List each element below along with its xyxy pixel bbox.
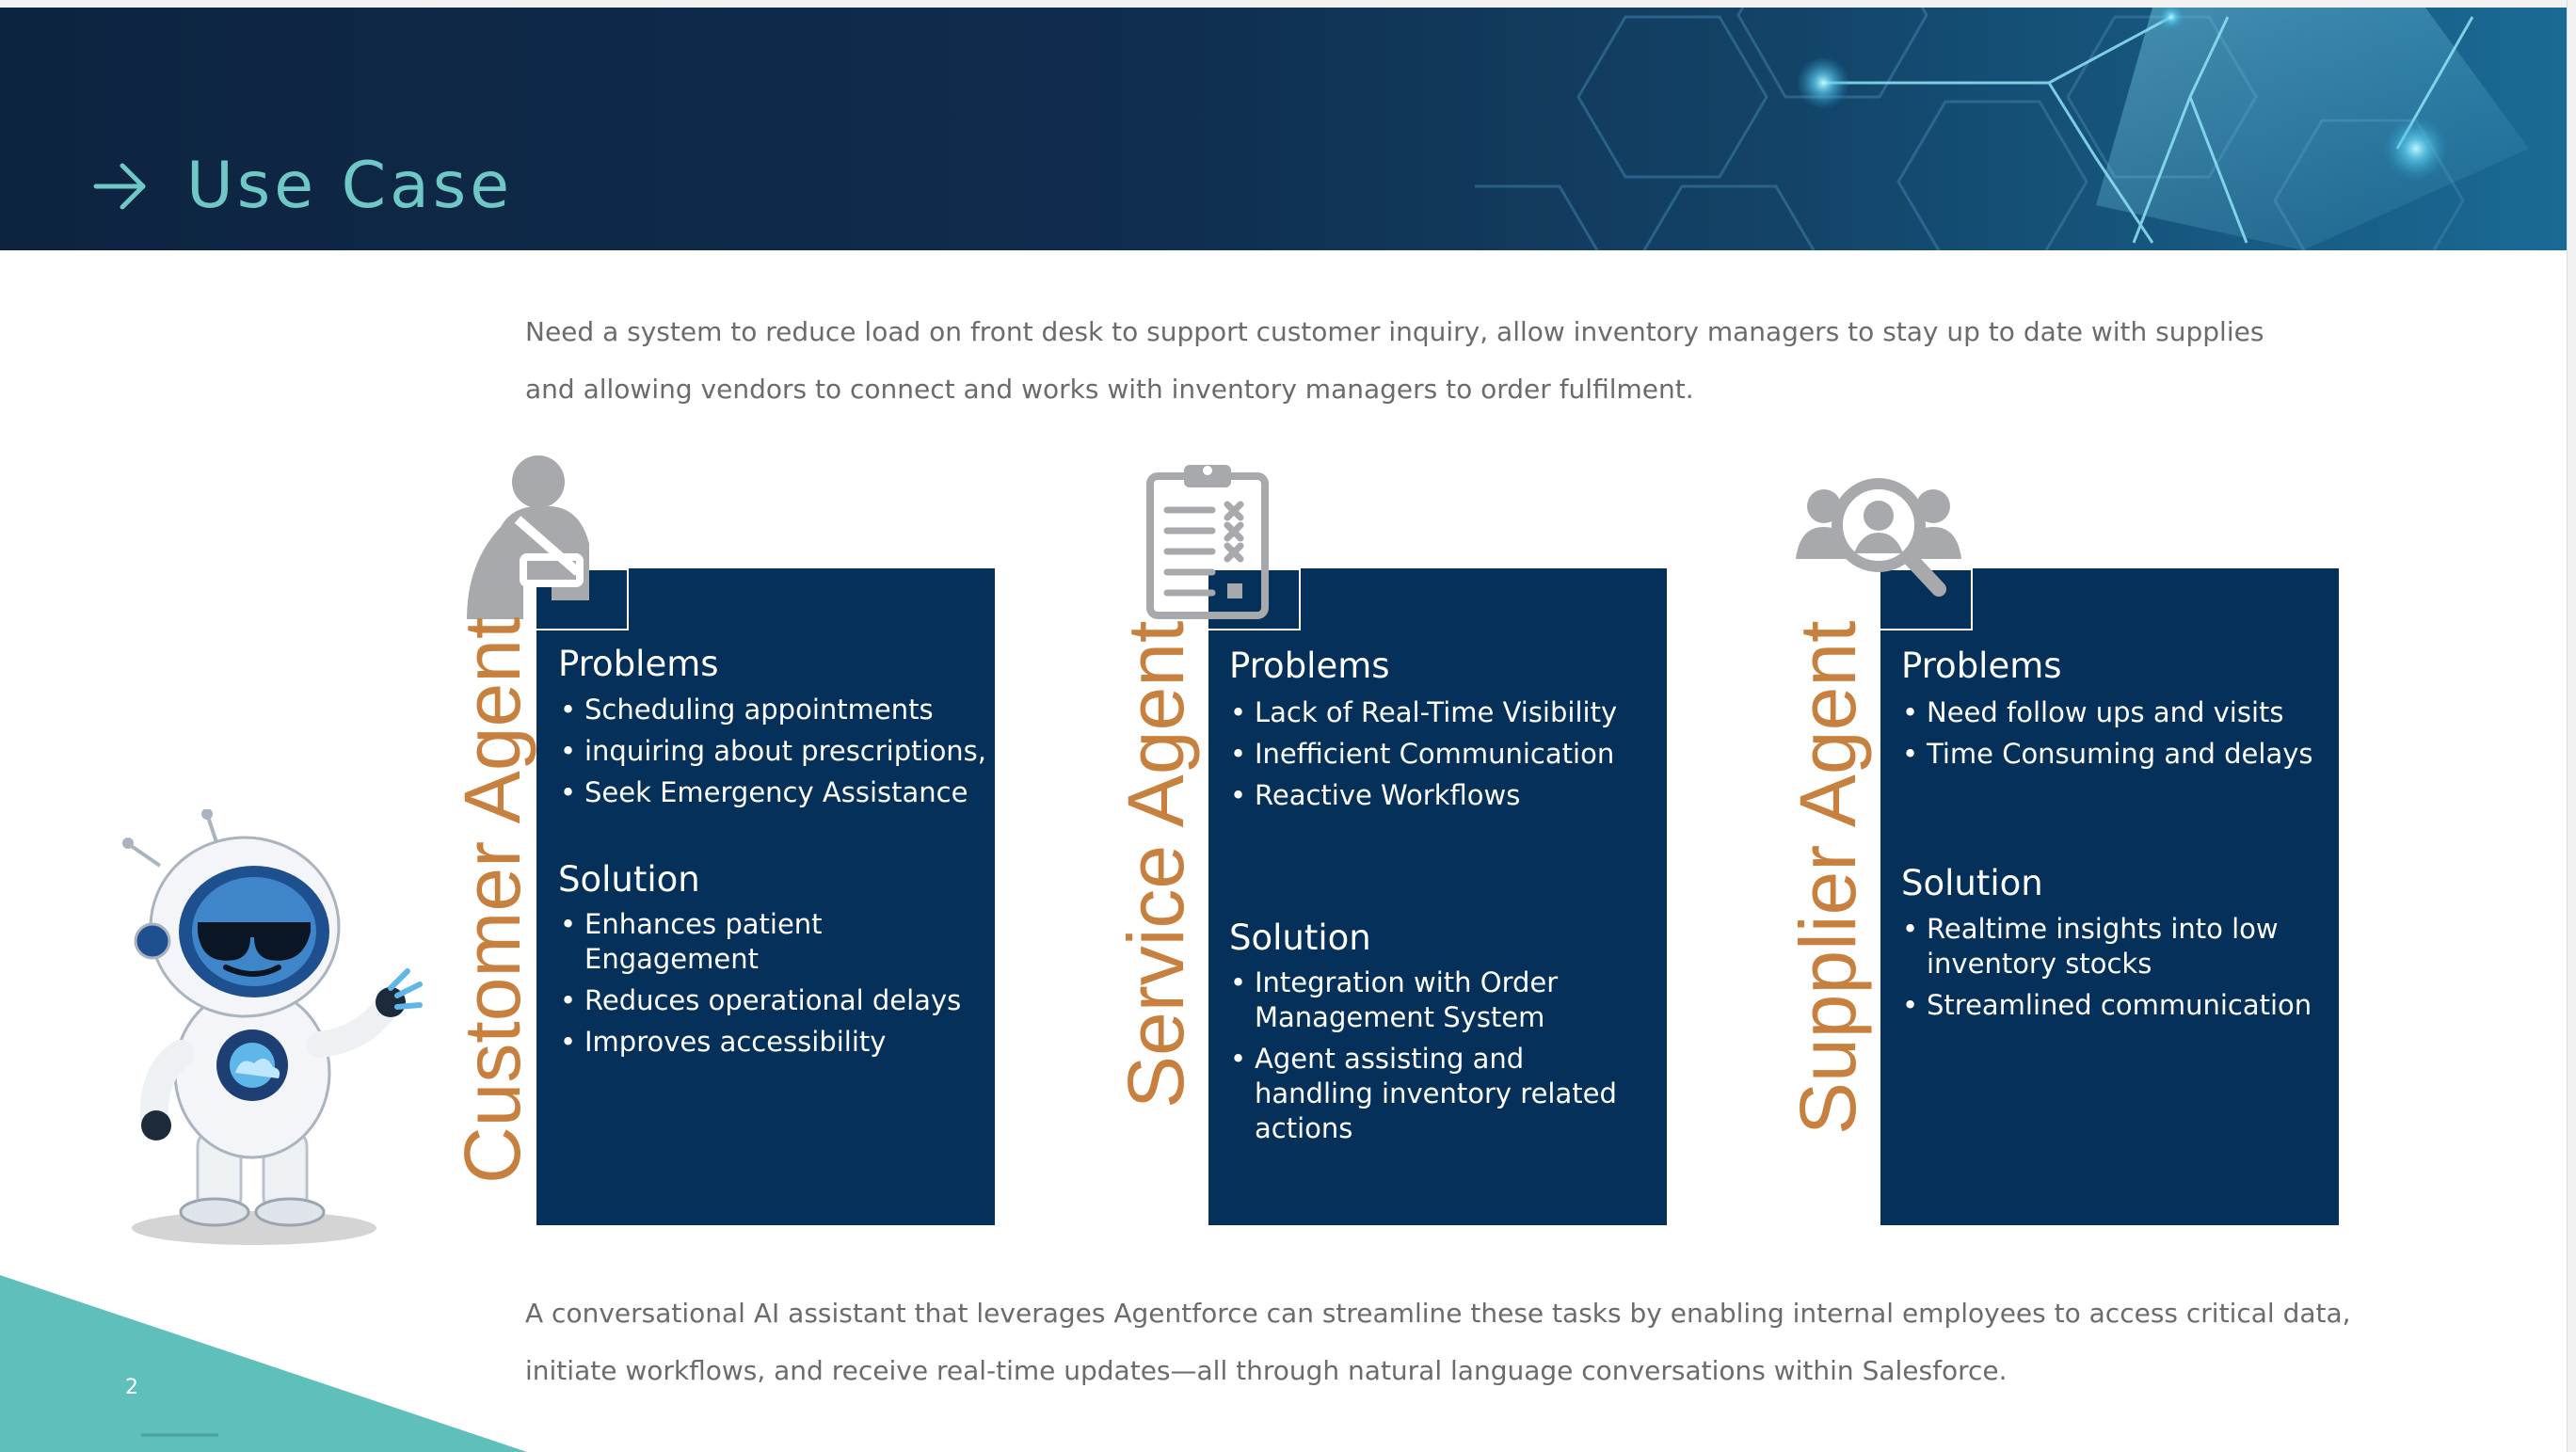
service-solution-title: Solution: [1229, 917, 1371, 958]
customer-problems-list: [560, 693, 993, 817]
window-right-edge: [2567, 0, 2576, 1452]
customer-problems-title: Problems: [558, 644, 719, 684]
slide-title-group: [92, 149, 513, 223]
service-agent-label: Service Agent: [1112, 620, 1200, 1109]
people-search-icon: [1796, 478, 1961, 598]
customer-agent-label: Customer Agent: [448, 616, 536, 1184]
service-solutions-list: [1230, 965, 1644, 1153]
injured-person-icon: [463, 452, 595, 621]
list-item: • Streamlined communication: [1902, 988, 2316, 1023]
supplier-solutions-list: [1902, 912, 2316, 1029]
robot-mascot-illustration: [104, 809, 442, 1252]
list-item: • Integration with Order Management System: [1230, 965, 1569, 1035]
slide-title: Use Case: [186, 149, 514, 223]
list-item: • Time Consuming and delays: [1902, 737, 2316, 772]
service-problems-list: [1230, 695, 1663, 820]
list-item: • Reduces operational delays: [560, 983, 993, 1018]
customer-solution-title: Solution: [558, 859, 700, 900]
supplier-agent-label: Supplier Agent: [1784, 620, 1872, 1135]
hexagon-network-graphic: [1475, 8, 2567, 250]
summary-paragraph: A conversational AI assistant that leverages Agentforce can streamline these tasks by enabling internal employees to access critical data, initiate workflows, and receive real-time updates—all through natural language conversations within Salesforce.: [525, 1298, 2351, 1386]
list-item: • inquiring about prescriptions,: [560, 734, 993, 769]
clipboard-checklist-icon: [1146, 461, 1269, 619]
intro-paragraph: Need a system to reduce load on front desk to support customer inquiry, allow inventory managers to stay up to date with supplies and allowing vendors to connect and works with inventory managers to order fulfilment.: [525, 316, 2264, 405]
list-item: • Seek Emergency Assistance: [560, 775, 993, 810]
service-problems-title: Problems: [1229, 646, 1390, 686]
list-item: • Inefficient Communication: [1230, 737, 1663, 772]
customer-solutions-list: [560, 907, 962, 1066]
arrow-right-icon: [92, 158, 149, 215]
list-item: • Improves accessibility: [560, 1025, 993, 1060]
window-top-edge: [0, 0, 2576, 8]
supplier-problems-title: Problems: [1901, 646, 2062, 686]
list-item: • Need follow ups and visits: [1902, 695, 2316, 730]
supplier-solution-title: Solution: [1901, 863, 2043, 903]
teal-corner-shape: [0, 1275, 527, 1452]
list-item: • Reactive Workflows: [1230, 778, 1663, 813]
supplier-problems-list: [1902, 695, 2316, 778]
list-item: • Realtime insights into low inventory stocks: [1902, 912, 2279, 981]
list-item: • Scheduling appointments: [560, 693, 993, 727]
list-item: • Enhances patient Engagement: [560, 907, 861, 977]
list-item: • Agent assisting and handling inventory related actions: [1230, 1042, 1644, 1146]
header-banner: [0, 8, 2567, 250]
page-number: 2: [125, 1376, 138, 1399]
list-item: • Lack of Real-Time Visibility: [1230, 695, 1663, 730]
